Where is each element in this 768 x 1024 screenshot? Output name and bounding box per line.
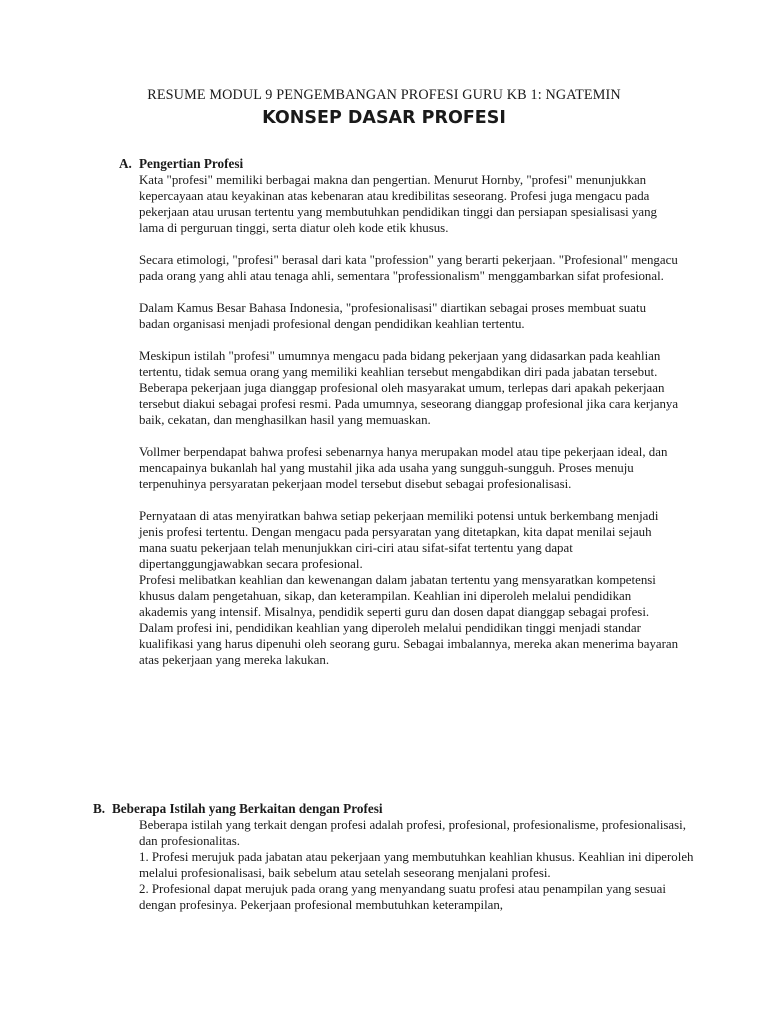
section-pengertian-profesi <box>119 156 689 668</box>
section-body <box>139 817 699 913</box>
paragraph: Secara etimologi, "profesi" berasal dari kata "profession" yang berarti pekerjaan. "Profesional" mengacu pada orang yang ahli atau tenaga ahli, sementara "professionalism" menggambarkan sifat profesional. <box>139 253 678 283</box>
section-istilah-profesi <box>93 801 693 913</box>
document-title: KONSEP DASAR PROFESI <box>262 108 506 128</box>
paragraph: Dalam Kamus Besar Bahasa Indonesia, "profesionalisasi" diartikan sebagai proses membuat suatu badan organisasi menjadi profesional dengan pendidikan keahlian tertentu. <box>139 301 647 331</box>
section-letter: B. <box>93 801 106 816</box>
section-heading-text: Pengertian Profesi <box>139 156 244 171</box>
paragraph: Meskipun istilah "profesi" umumnya mengacu pada bidang pekerjaan yang didasarkan pada keahlian tertentu, tidak semua orang yang memiliki keahlian tersebut mengabdikan diri pada jabatan tersebut. Beberapa pekerjaan juga dianggap profesional oleh masyarakat umum, terlepas dari apakah pekerjaan tersebut diakui sebagai profesi resmi. Pada umumnya, seseorang dianggap profesional jika cara kerjanya baik, cekatan, dan menghasilkan hasil yang memuaskan. <box>139 349 679 427</box>
document-header: RESUME MODUL 9 PENGEMBANGAN PROFESI GURU KB 1: NGATEMIN <box>147 87 621 103</box>
list-item: 1. Profesi merujuk pada jabatan atau pekerjaan yang membutuhkan keahlian khusus. Keahlian ini diperoleh melalui profesionalisasi, baik sebelum atau setelah seseorang menjalani profesi. <box>139 850 694 880</box>
section-heading <box>119 156 689 172</box>
section-body <box>139 172 679 668</box>
paragraph: Beberapa istilah yang terkait dengan profesi adalah profesi, profesional, profesionalisme, profesionalisasi, dan profesionalitas. <box>139 818 686 848</box>
section-letter: A. <box>119 156 132 171</box>
section-heading-text: Beberapa Istilah yang Berkaitan dengan Profesi <box>112 801 383 816</box>
section-heading <box>93 801 693 817</box>
paragraph: Profesi melibatkan keahlian dan kewenangan dalam jabatan tertentu yang mensyaratkan kompetensi khusus dalam pengetahuan, sikap, dan keterampilan. Keahlian ini diperoleh melalui pendidikan akademis yang intensif. Misalnya, pendidik seperti guru dan dosen dapat dianggap sebagai profesi. Dalam profesi ini, pendidikan keahlian yang diperoleh melalui pendidikan tinggi menjadi standar kualifikasi yang harus dipenuhi oleh seorang guru. Sebagai imbalannya, mereka akan menerima bayaran atas pekerjaan yang mereka lakukan. <box>139 573 679 667</box>
paragraph: Kata "profesi" memiliki berbagai makna dan pengertian. Menurut Hornby, "profesi" menunjukkan kepercayaan atau keyakinan atas kebenaran atau kredibilitas seseorang. Profesi juga mengacu pada pekerjaan atau urusan tertentu yang membutuhkan pendidikan tinggi dan persiapan spesialisasi yang lama di perguruan tinggi, serta diatur oleh kode etik khusus. <box>139 173 657 235</box>
list-item: 2. Profesional dapat merujuk pada orang yang menyandang suatu profesi atau penampilan yang sesuai dengan profesinya. Pekerjaan profesional membutuhkan keterampilan, <box>139 882 666 912</box>
paragraph: Vollmer berpendapat bahwa profesi sebenarnya hanya merupakan model atau tipe pekerjaan ideal, dan mencapainya bukanlah hal yang mustahil jika ada usaha yang sungguh-sungguh. Proses menuju terpenuhinya persyaratan pekerjaan model tersebut disebut sebagai profesionalisasi. <box>139 445 668 491</box>
paragraph: Pernyataan di atas menyiratkan bahwa setiap pekerjaan memiliki potensi untuk berkembang menjadi jenis profesi tertentu. Dengan mengacu pada persyaratan yang ditetapkan, kita dapat menilai sejauh mana suatu pekerjaan telah menunjukkan ciri-ciri atau sifat-sifat tertentu yang dapat dipertanggungjawabkan secara profesional. <box>139 509 659 571</box>
